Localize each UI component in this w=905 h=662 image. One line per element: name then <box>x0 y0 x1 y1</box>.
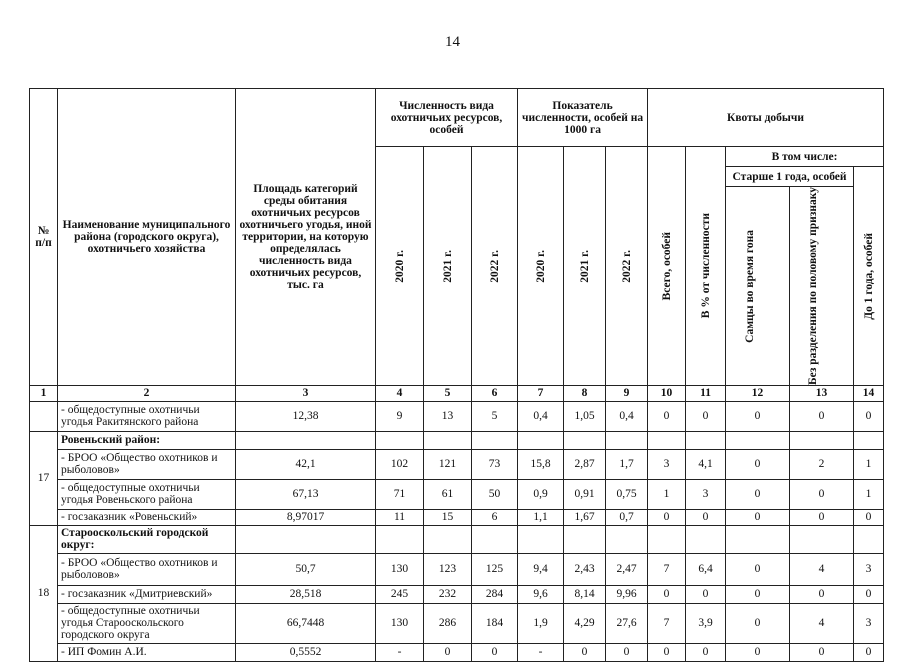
value-cell: 7 <box>648 553 686 585</box>
empty-cell <box>606 525 648 553</box>
header-under1: До 1 года, особей <box>854 167 884 386</box>
section-title: Ровеньский район: <box>58 431 236 449</box>
value-cell: - <box>518 643 564 661</box>
value-cell: 0,9 <box>518 479 564 509</box>
table-row <box>30 401 884 431</box>
value-cell: - <box>376 643 424 661</box>
column-number: 9 <box>606 385 648 401</box>
empty-cell <box>564 431 606 449</box>
header-count-2020: 2020 г. <box>376 147 424 386</box>
header-density-2020: 2020 г. <box>518 147 564 386</box>
empty-cell <box>686 431 726 449</box>
value-cell: 0 <box>726 479 790 509</box>
row-name: - БРОО «Общество охотников и рыболовов» <box>58 449 236 479</box>
row-area: 0,5552 <box>236 643 376 661</box>
header-no-sex: Без разделения по половому признаку <box>790 187 854 386</box>
empty-cell <box>854 525 884 553</box>
column-number: 5 <box>424 385 472 401</box>
value-cell: 0 <box>854 643 884 661</box>
value-cell: 0,7 <box>606 509 648 525</box>
header-density: Показатель численности, особей на 1000 га <box>518 89 648 147</box>
empty-cell <box>606 431 648 449</box>
empty-cell <box>686 525 726 553</box>
value-cell: 0 <box>424 643 472 661</box>
section-title: Старооскольский городской округ: <box>58 525 236 553</box>
column-number: 1 <box>30 385 58 401</box>
value-cell: 8,14 <box>564 585 606 603</box>
value-cell: 6,4 <box>686 553 726 585</box>
value-cell: 125 <box>472 553 518 585</box>
value-cell: 0 <box>790 479 854 509</box>
header-quota: Квоты добычи <box>648 89 884 147</box>
empty-cell <box>790 431 854 449</box>
value-cell: 130 <box>376 603 424 643</box>
value-cell: 15 <box>424 509 472 525</box>
value-cell: 1,05 <box>564 401 606 431</box>
column-number: 7 <box>518 385 564 401</box>
value-cell: 4,1 <box>686 449 726 479</box>
value-cell: 0 <box>790 509 854 525</box>
empty-cell <box>376 431 424 449</box>
value-cell: 11 <box>376 509 424 525</box>
value-cell: 0 <box>726 643 790 661</box>
value-cell: 123 <box>424 553 472 585</box>
empty-cell <box>472 525 518 553</box>
value-cell: 1,67 <box>564 509 606 525</box>
value-cell: 0 <box>648 401 686 431</box>
row-name: - общедоступные охотничьи угодья Ракитянского района <box>58 401 236 431</box>
table-row <box>30 449 884 479</box>
header-including: В том числе: <box>726 147 884 167</box>
value-cell: 0 <box>726 553 790 585</box>
value-cell: 0 <box>648 509 686 525</box>
value-cell: 2,87 <box>564 449 606 479</box>
value-cell: 27,6 <box>606 603 648 643</box>
table-row <box>30 603 884 643</box>
value-cell: 232 <box>424 585 472 603</box>
value-cell: 4 <box>790 603 854 643</box>
row-area: 42,1 <box>236 449 376 479</box>
value-cell: 0,4 <box>606 401 648 431</box>
row-name: - БРОО «Общество охотников и рыболовов» <box>58 553 236 585</box>
header-density-2021: 2021 г. <box>564 147 606 386</box>
value-cell: 121 <box>424 449 472 479</box>
empty-cell <box>236 525 376 553</box>
empty-cell <box>726 431 790 449</box>
value-cell: 15,8 <box>518 449 564 479</box>
value-cell: 3 <box>854 603 884 643</box>
value-cell: 9,96 <box>606 585 648 603</box>
value-cell: 13 <box>424 401 472 431</box>
column-number: 11 <box>686 385 726 401</box>
column-number: 6 <box>472 385 518 401</box>
empty-cell <box>790 525 854 553</box>
value-cell: 0 <box>726 585 790 603</box>
value-cell: 1,7 <box>606 449 648 479</box>
value-cell: 0 <box>726 509 790 525</box>
column-number: 8 <box>564 385 606 401</box>
row-area: 66,7448 <box>236 603 376 643</box>
value-cell: 1,1 <box>518 509 564 525</box>
value-cell: 0,75 <box>606 479 648 509</box>
value-cell: 0 <box>726 603 790 643</box>
value-cell: 0 <box>854 401 884 431</box>
value-cell: 3 <box>648 449 686 479</box>
value-cell: 0 <box>726 449 790 479</box>
column-number: 12 <box>726 385 790 401</box>
row-name: - общедоступные охотничьи угодья Ровеньского района <box>58 479 236 509</box>
value-cell: 1,9 <box>518 603 564 643</box>
row-area: 67,13 <box>236 479 376 509</box>
row-name: - ИП Фомин А.И. <box>58 643 236 661</box>
value-cell: 0 <box>686 585 726 603</box>
table-row <box>30 553 884 585</box>
empty-cell <box>424 525 472 553</box>
empty-cell <box>236 431 376 449</box>
value-cell: 286 <box>424 603 472 643</box>
header-count-2021: 2021 г. <box>424 147 472 386</box>
empty-cell <box>564 525 606 553</box>
row-name: - госзаказник «Ровеньский» <box>58 509 236 525</box>
row-name: - общедоступные охотничьи угодья Старооскольского городского округа <box>58 603 236 643</box>
header-percent: В % от численности <box>686 147 726 386</box>
row-name: - госзаказник «Дмитриевский» <box>58 585 236 603</box>
value-cell: 0 <box>648 643 686 661</box>
section-row <box>30 431 884 449</box>
value-cell: 3,9 <box>686 603 726 643</box>
column-number: 14 <box>854 385 884 401</box>
value-cell: 0 <box>686 643 726 661</box>
empty-cell <box>726 525 790 553</box>
empty-cell <box>376 525 424 553</box>
value-cell: 0 <box>686 509 726 525</box>
value-cell: 0 <box>606 643 648 661</box>
table-body <box>30 401 884 661</box>
value-cell: 71 <box>376 479 424 509</box>
row-number: 18 <box>30 525 58 661</box>
value-cell: 1 <box>648 479 686 509</box>
value-cell: 130 <box>376 553 424 585</box>
value-cell: 3 <box>854 553 884 585</box>
value-cell: 0 <box>790 401 854 431</box>
header-name: Наименование муниципального района (городского округа), охотничьего хозяйства <box>58 89 236 386</box>
value-cell: 50 <box>472 479 518 509</box>
section-row <box>30 525 884 553</box>
row-area: 12,38 <box>236 401 376 431</box>
value-cell: 0 <box>648 585 686 603</box>
table-row <box>30 479 884 509</box>
column-number: 3 <box>236 385 376 401</box>
value-cell: 9,6 <box>518 585 564 603</box>
value-cell: 4 <box>790 553 854 585</box>
value-cell: 0 <box>790 643 854 661</box>
value-cell: 0,4 <box>518 401 564 431</box>
empty-cell <box>854 431 884 449</box>
value-cell: 1 <box>854 449 884 479</box>
value-cell: 5 <box>472 401 518 431</box>
empty-cell <box>518 431 564 449</box>
row-area: 50,7 <box>236 553 376 585</box>
value-cell: 9 <box>376 401 424 431</box>
value-cell: 0,91 <box>564 479 606 509</box>
header-density-2022: 2022 г. <box>606 147 648 386</box>
row-area: 8,97017 <box>236 509 376 525</box>
value-cell: 2,47 <box>606 553 648 585</box>
value-cell: 245 <box>376 585 424 603</box>
table-row <box>30 509 884 525</box>
value-cell: 6 <box>472 509 518 525</box>
value-cell: 4,29 <box>564 603 606 643</box>
value-cell: 2,43 <box>564 553 606 585</box>
value-cell: 9,4 <box>518 553 564 585</box>
value-cell: 7 <box>648 603 686 643</box>
value-cell: 0 <box>564 643 606 661</box>
column-numbers-row <box>30 385 884 401</box>
table-row <box>30 643 884 661</box>
value-cell: 61 <box>424 479 472 509</box>
value-cell: 2 <box>790 449 854 479</box>
hunting-quota-table <box>29 88 884 662</box>
header-no: № п/п <box>30 89 58 386</box>
column-number: 4 <box>376 385 424 401</box>
empty-cell <box>472 431 518 449</box>
column-number: 13 <box>790 385 854 401</box>
header-males: Самцы во время гона <box>726 187 790 386</box>
value-cell: 0 <box>686 401 726 431</box>
header-count: Численность вида охотничьих ресурсов, особей <box>376 89 518 147</box>
empty-cell <box>648 431 686 449</box>
value-cell: 102 <box>376 449 424 479</box>
value-cell: 1 <box>854 479 884 509</box>
empty-cell <box>518 525 564 553</box>
row-number: 17 <box>30 431 58 525</box>
header-older: Старше 1 года, особей <box>726 167 854 187</box>
header-area: Площадь категорий среды обитания охотничьих ресурсов охотничьего угодья, иной территории, на которую определялась численность вида охотничьих ресурсов, тыс. га <box>236 89 376 386</box>
column-number: 2 <box>58 385 236 401</box>
value-cell: 0 <box>790 585 854 603</box>
value-cell: 3 <box>686 479 726 509</box>
value-cell: 0 <box>854 509 884 525</box>
column-number: 10 <box>648 385 686 401</box>
header-total: Всего, особей <box>648 147 686 386</box>
header-count-2022: 2022 г. <box>472 147 518 386</box>
value-cell: 284 <box>472 585 518 603</box>
table-row <box>30 585 884 603</box>
empty-cell <box>648 525 686 553</box>
value-cell: 0 <box>854 585 884 603</box>
value-cell: 73 <box>472 449 518 479</box>
page-number: 14 <box>445 34 460 50</box>
value-cell: 0 <box>726 401 790 431</box>
value-cell: 0 <box>472 643 518 661</box>
value-cell: 184 <box>472 603 518 643</box>
empty-cell <box>424 431 472 449</box>
row-number <box>30 401 58 431</box>
row-area: 28,518 <box>236 585 376 603</box>
